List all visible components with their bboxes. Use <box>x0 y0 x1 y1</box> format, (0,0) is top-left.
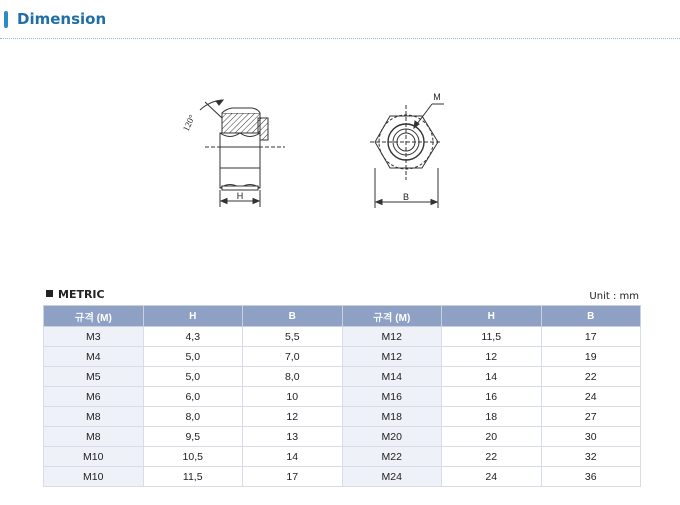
table-cell-b: 22 <box>541 367 641 387</box>
angle-label: 120° <box>180 113 198 133</box>
metric-section-heading <box>46 288 105 301</box>
table-cell-size: M14 <box>342 367 442 387</box>
table-cell-size: M8 <box>44 407 144 427</box>
table-cell-h: 4,3 <box>143 327 243 347</box>
column-header-size: 규격 (M) <box>44 306 144 327</box>
column-header-h: H <box>143 306 243 327</box>
table-cell-size: M16 <box>342 387 442 407</box>
table-cell-size: M10 <box>44 467 144 487</box>
dimension-diagrams <box>0 40 680 280</box>
title-divider <box>0 38 680 39</box>
table-cell-h: 24 <box>442 467 542 487</box>
table-cell-size: M8 <box>44 427 144 447</box>
table-row <box>44 367 641 387</box>
table-cell-size: M20 <box>342 427 442 447</box>
table-cell-size: M12 <box>342 327 442 347</box>
table-cell-size: M18 <box>342 407 442 427</box>
table-cell-b: 19 <box>541 347 641 367</box>
table-header-row <box>44 306 641 327</box>
table-cell-b: 13 <box>243 427 343 447</box>
table-cell-h: 11,5 <box>442 327 542 347</box>
table-cell-h: 9,5 <box>143 427 243 447</box>
table-cell-size: M6 <box>44 387 144 407</box>
table-cell-b: 17 <box>243 467 343 487</box>
table-row <box>44 407 641 427</box>
m-dimension-label: M <box>433 92 441 102</box>
table-cell-h: 5,0 <box>143 367 243 387</box>
table-cell-b: 8,0 <box>243 367 343 387</box>
table-row <box>44 387 641 407</box>
table-body <box>44 327 641 487</box>
column-header-b: B <box>243 306 343 327</box>
table-cell-size: M24 <box>342 467 442 487</box>
table-cell-h: 14 <box>442 367 542 387</box>
table-row <box>44 347 641 367</box>
table-row <box>44 427 641 447</box>
h-dimension-label: H <box>236 191 244 201</box>
table-cell-size: M3 <box>44 327 144 347</box>
table-cell-h: 6,0 <box>143 387 243 407</box>
table-row <box>44 327 641 347</box>
table-cell-size: M4 <box>44 347 144 367</box>
table-cell-h: 12 <box>442 347 542 367</box>
table-cell-b: 32 <box>541 447 641 467</box>
table-cell-b: 30 <box>541 427 641 447</box>
table-cell-b: 12 <box>243 407 343 427</box>
table-cell-b: 27 <box>541 407 641 427</box>
metric-section-title: METRIC <box>58 288 105 301</box>
table-cell-b: 5,5 <box>243 327 343 347</box>
table-cell-h: 10,5 <box>143 447 243 467</box>
table-cell-b: 14 <box>243 447 343 467</box>
page-title: Dimension <box>17 10 107 28</box>
column-header-size: 규격 (M) <box>342 306 442 327</box>
table-cell-h: 16 <box>442 387 542 407</box>
table-row <box>44 467 641 487</box>
title-marker-bar <box>4 11 8 28</box>
column-header-h: H <box>442 306 542 327</box>
table-cell-size: M10 <box>44 447 144 467</box>
table-cell-b: 36 <box>541 467 641 487</box>
table-cell-h: 18 <box>442 407 542 427</box>
table-cell-size: M5 <box>44 367 144 387</box>
table-cell-b: 24 <box>541 387 641 407</box>
table-cell-h: 20 <box>442 427 542 447</box>
table-cell-size: M12 <box>342 347 442 367</box>
unit-note: Unit : mm <box>589 291 639 302</box>
table-cell-h: 5,0 <box>143 347 243 367</box>
table-cell-b: 10 <box>243 387 343 407</box>
table-row <box>44 447 641 467</box>
metric-spec-table <box>43 305 641 487</box>
table-cell-h: 8,0 <box>143 407 243 427</box>
table-cell-size: M22 <box>342 447 442 467</box>
table-cell-h: 11,5 <box>143 467 243 487</box>
column-header-b: B <box>541 306 641 327</box>
table-cell-h: 22 <box>442 447 542 467</box>
table-cell-b: 7,0 <box>243 347 343 367</box>
table-cell-b: 17 <box>541 327 641 347</box>
b-dimension-label: B <box>402 192 410 202</box>
square-bullet-icon <box>46 290 53 297</box>
